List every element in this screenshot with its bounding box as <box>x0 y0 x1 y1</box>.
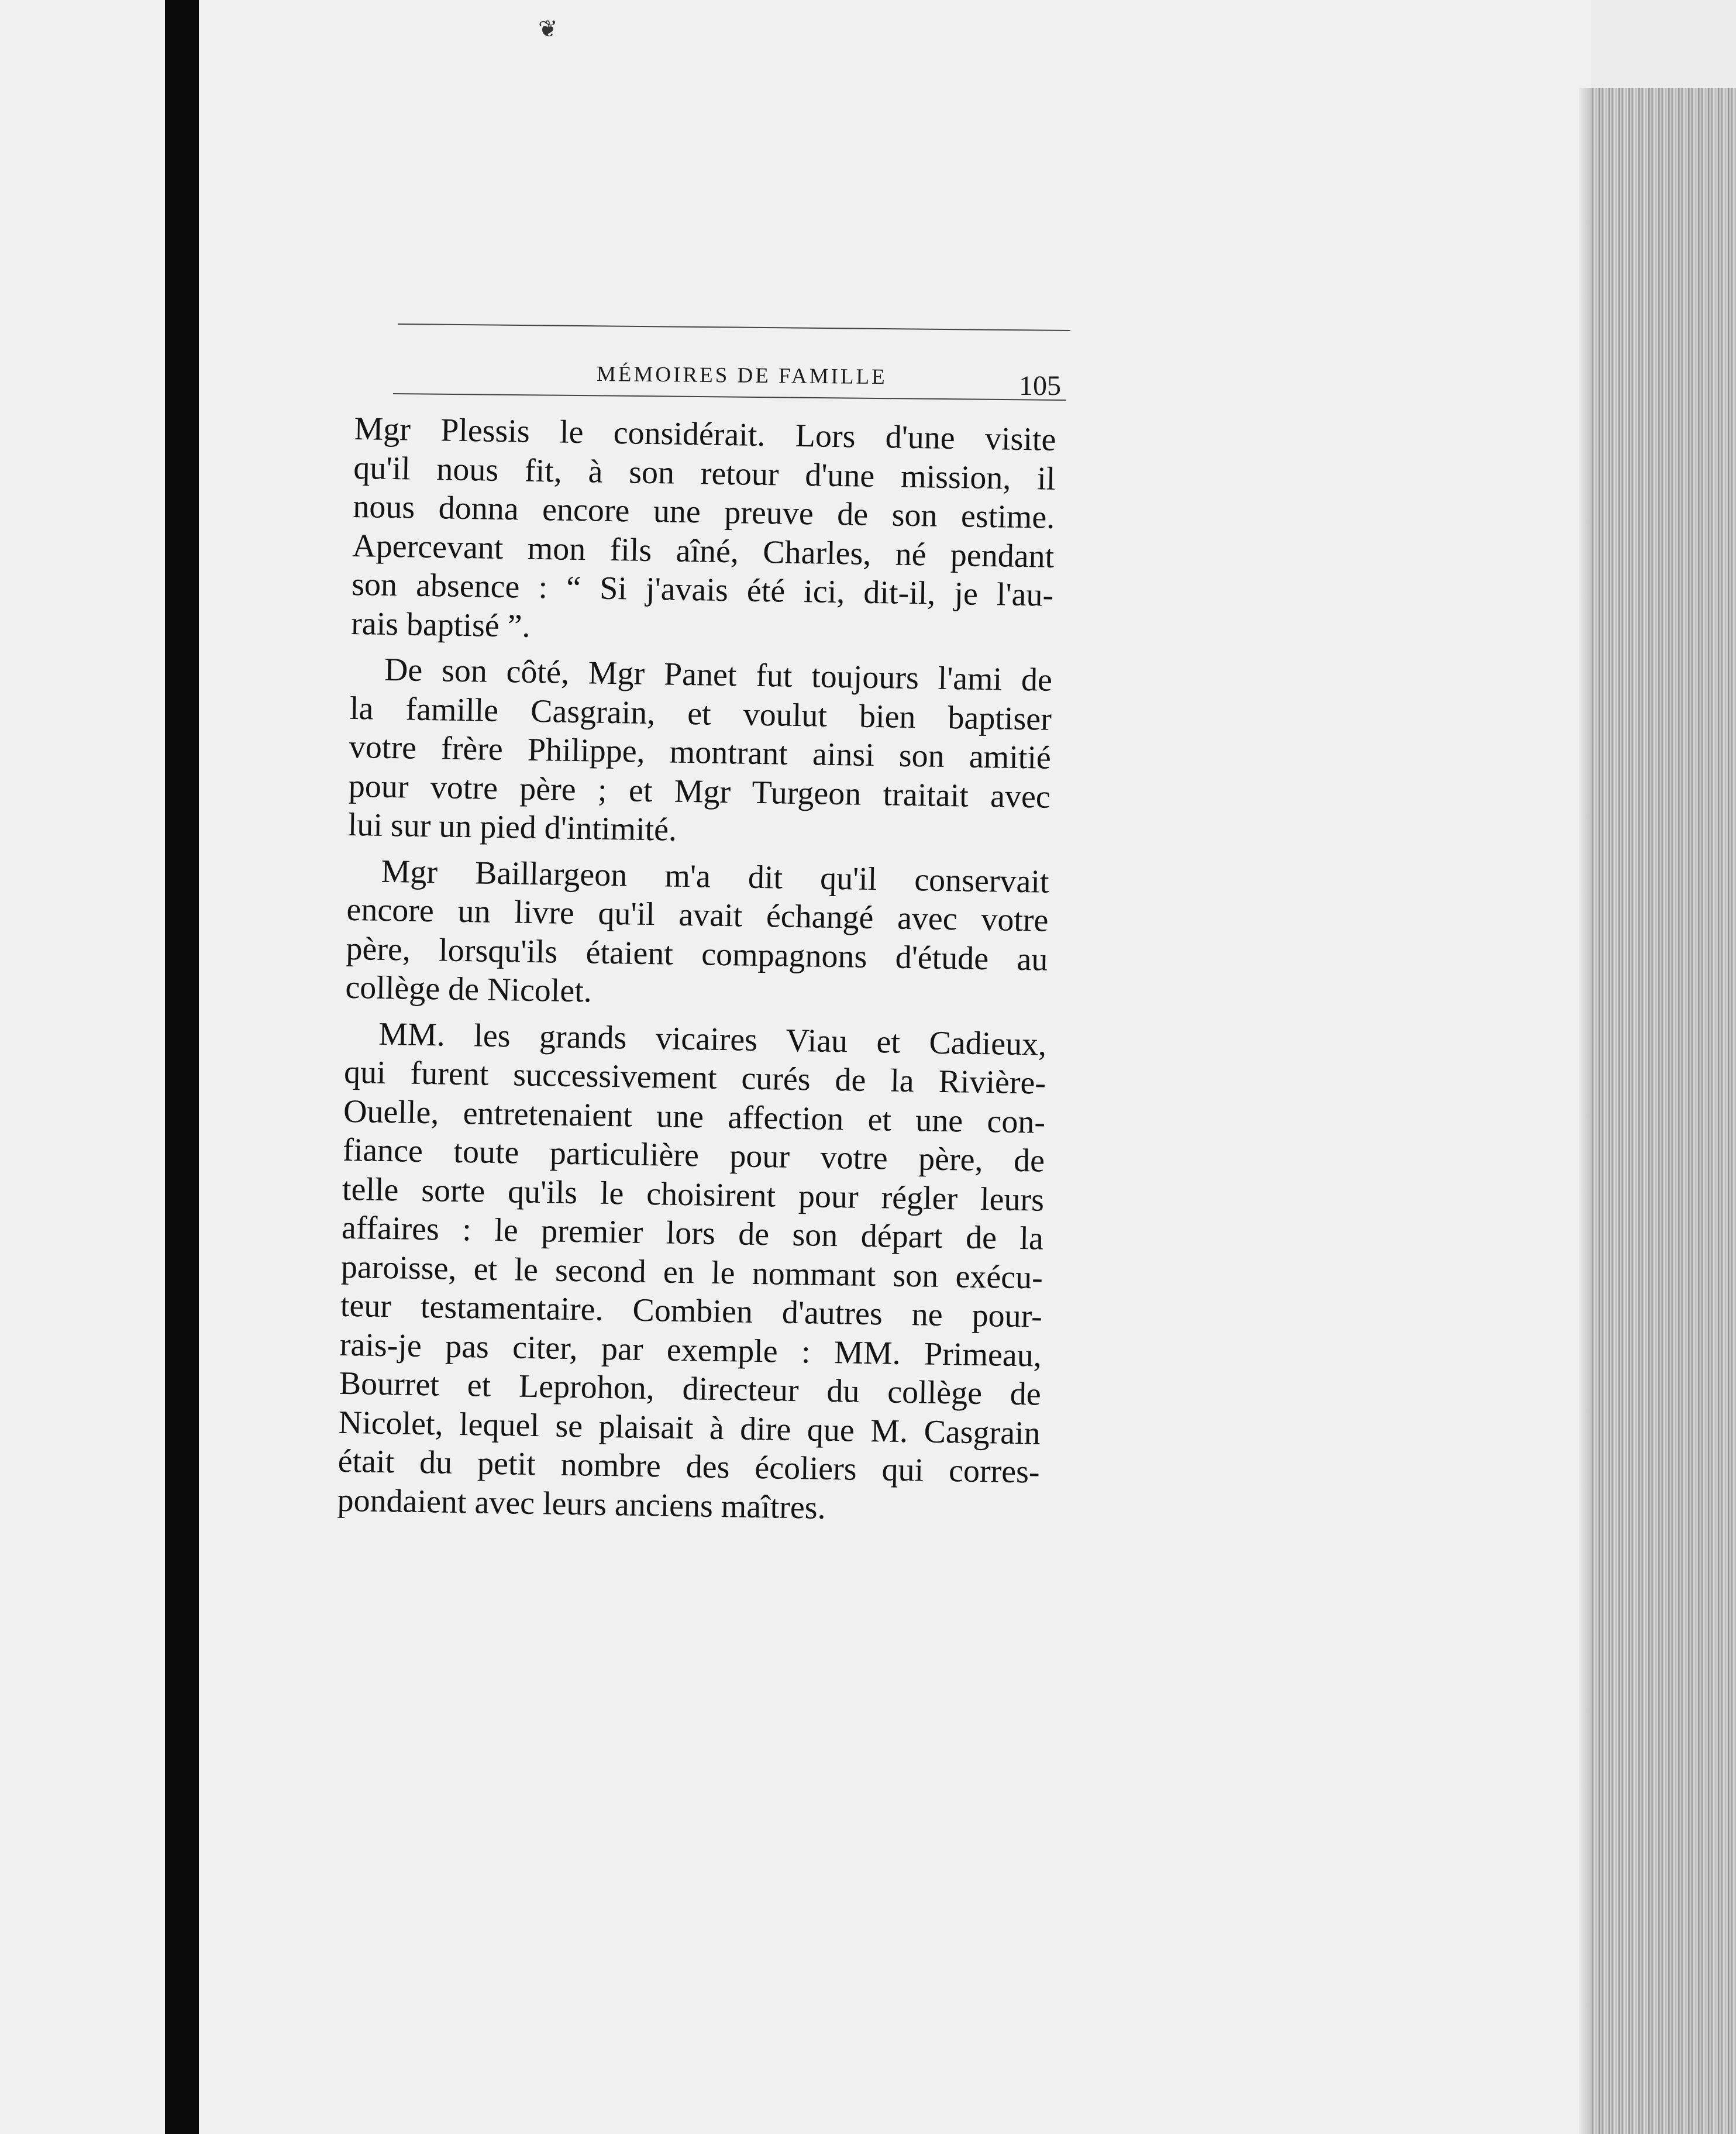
text-line: De son côté, Mgr Panet fut toujours l'ami de <box>384 651 1053 698</box>
text-line: affaires : le premier lors de son départ de la <box>341 1209 1044 1257</box>
smudge-mark: ❦ <box>538 16 558 42</box>
text-line: père, lorsqu'ils étaient compagnons d'étude au <box>346 930 1048 978</box>
text-line: rais baptisé ”. <box>350 605 531 645</box>
text-line: MM. les grands vicaires Viau et Cadieux, <box>378 1016 1047 1063</box>
text-line: Mgr Plessis le considérait. Lors d'une visite <box>353 410 1056 458</box>
text-line: nous donna encore une preuve de son estime. <box>352 488 1055 536</box>
text-line: Apercevant mon fils aîné, Charles, né pendant <box>352 527 1055 575</box>
paragraph <box>337 1014 1046 1530</box>
text-line: Nicolet, lequel se plaisait à dire que M. Casgrain <box>338 1404 1041 1452</box>
text-line: collège de Nicolet. <box>345 969 593 1010</box>
text-line: Mgr Baillargeon m'a dit qu'il conservait <box>381 853 1049 900</box>
page-stack-edges <box>1591 88 1736 2134</box>
facing-page-edge <box>0 0 165 2134</box>
paragraph <box>345 851 1049 1018</box>
text-line: paroisse, et le second en le nommant son exécu- <box>340 1248 1043 1296</box>
text-line: teur testamentaire. Combien d'autres ne pour- <box>340 1287 1043 1335</box>
text-line: pour votre père ; et Mgr Turgeon traitait avec <box>348 767 1051 815</box>
text-line: était du petit nombre des écoliers qui corres- <box>337 1443 1041 1491</box>
text-line: Bourret et Leprohon, directeur du collège de <box>339 1365 1042 1413</box>
text-line: qui furent successivement curés de la Rivière- <box>343 1054 1046 1102</box>
text-line: Ouelle, entretenaient une affection et une con- <box>343 1093 1046 1141</box>
text-line: fiance toute particulière pour votre père, de <box>342 1131 1045 1179</box>
paragraph <box>351 409 1056 654</box>
text-line: encore un livre qu'il avait échangé avec votre <box>346 891 1049 939</box>
text-line: lui sur un pied d'intimité. <box>347 806 677 848</box>
book-gutter <box>165 0 199 2134</box>
text-line: qu'il nous fit, à son retour d'une mission, il <box>353 449 1056 497</box>
text-line: pondaient avec leurs anciens maîtres. <box>337 1482 826 1526</box>
body-text <box>337 409 1056 1531</box>
text-line: la famille Casgrain, et voulut bien baptiser <box>349 690 1052 738</box>
page-stack-top <box>1591 0 1736 88</box>
text-line: rais-je pas citer, par exemple : MM. Primeau, <box>339 1326 1042 1374</box>
paragraph <box>347 650 1052 855</box>
text-line: telle sorte qu'ils le choisirent pour régler leurs <box>342 1171 1045 1219</box>
text-line: son absence : “ Si j'avais été ici, dit-il, je l'au- <box>351 566 1054 614</box>
running-title: MÉMOIRES DE FAMILLE <box>596 362 887 390</box>
text-line: votre frère Philippe, montrant ainsi son amitié <box>349 728 1052 776</box>
page-number: 105 <box>1019 370 1061 401</box>
